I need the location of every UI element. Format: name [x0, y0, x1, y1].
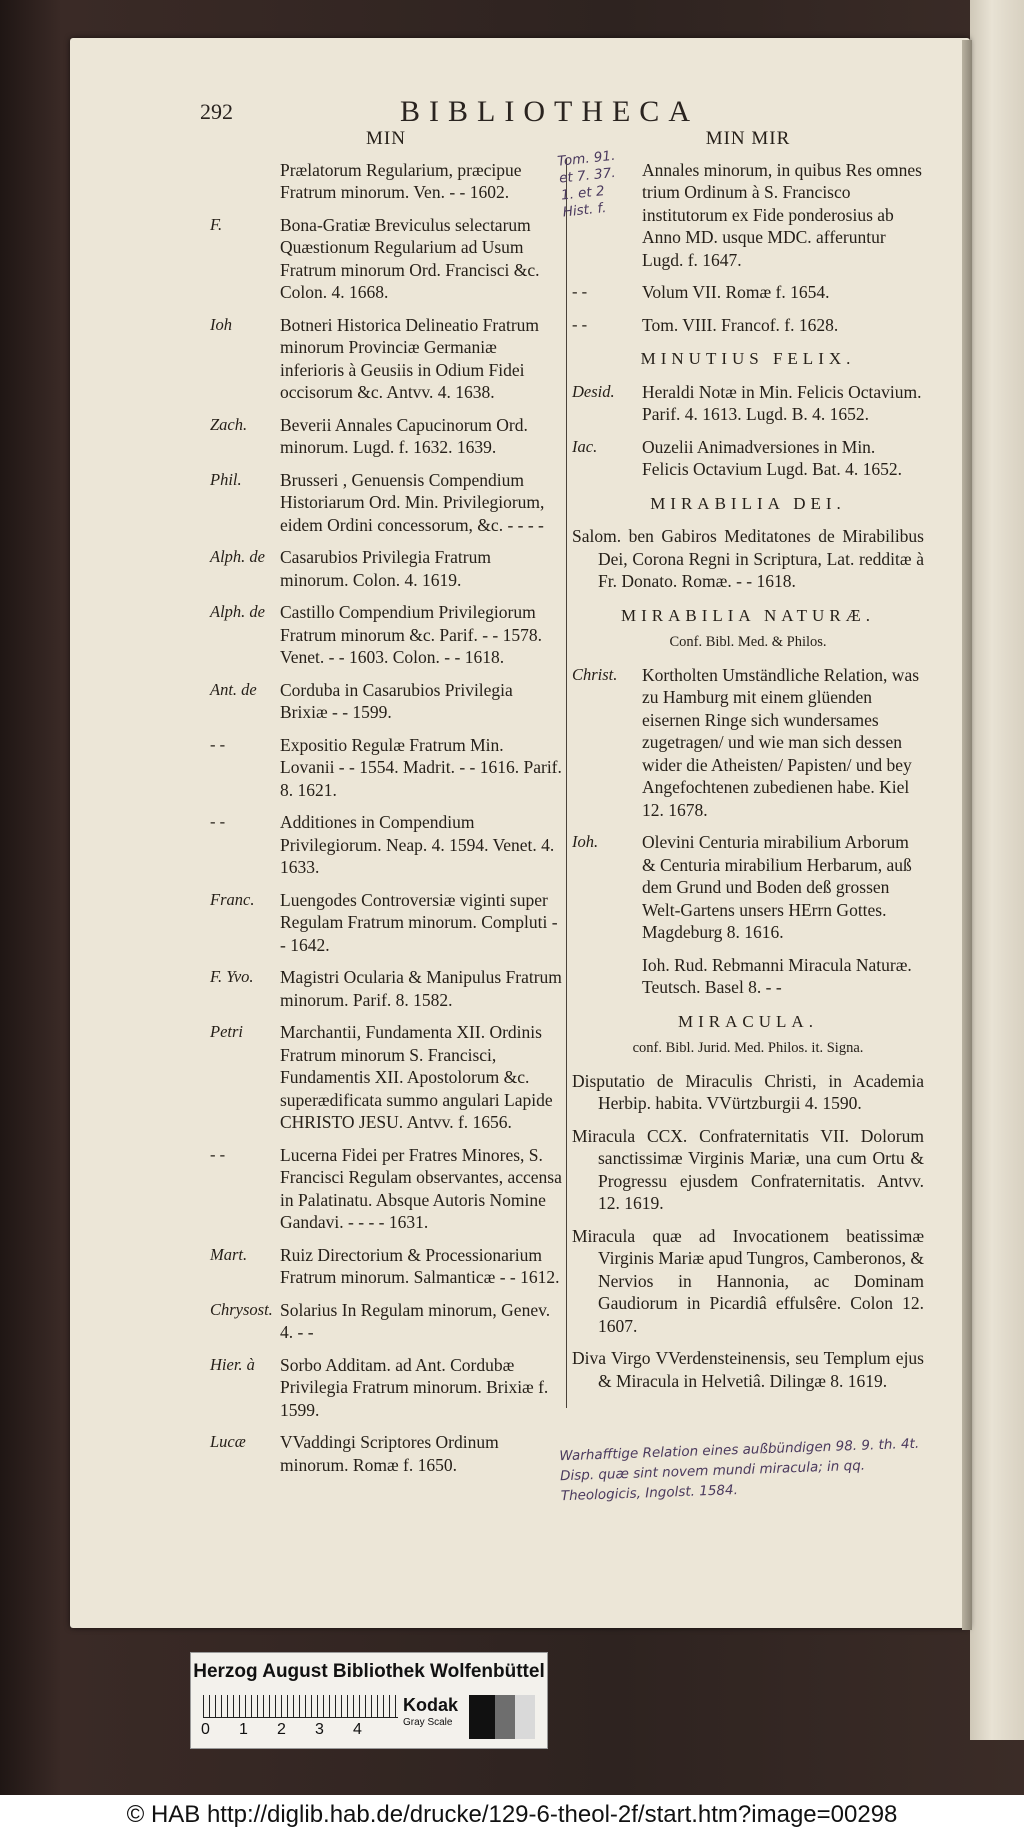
miracula-entry: Miracula CCX. Confraternitatis VII. Dolorum sanctissimæ Virginis Mariæ, una cum Ortu & Progressu ejusdem Confraternitatis. Antvv. 12. 1619.: [572, 1125, 924, 1213]
left-entries: [210, 159, 562, 1477]
entry-text: VVaddingi Scriptores Ordinum minorum. Romæ f. 1650.: [280, 1432, 499, 1475]
catalog-entry: [572, 664, 924, 822]
miracula-entry: Diva Virgo VVerdensteinensis, seu Templum ejus & Miracula in Helvetiâ. Dilingæ 8. 1619.: [572, 1348, 924, 1391]
catalog-entry: [572, 381, 924, 426]
entry-text: Bona-Gratiæ Breviculus selectarum Quæstionum Regularium ad Usum Fratrum minorum Ord. Francisci &c. Colon. 4. 1668.: [280, 214, 540, 302]
page-gutter: [962, 40, 972, 1630]
entry-text: Annales minorum, in quibus Res omnes trium Ordinum à S. Francisco institutorum ex Fide ponderosius ab Anno MD. usque MDC. afferuntur Lugd. f. 1647.: [642, 159, 922, 270]
entry-author-label: Zach.: [210, 414, 248, 434]
minutius-entries: [572, 381, 924, 481]
catalog-entry: [210, 734, 562, 802]
catalog-entry: [210, 1299, 562, 1344]
catalog-entry: [572, 281, 924, 304]
entry-text: Ouzelii Animadversiones in Min. Felicis Octavium Lugd. Bat. 4. 1652.: [642, 436, 903, 479]
entry-text: Brusseri , Genuensis Compendium Historiarum Ord. Min. Privilegiorum, eidem Ordini concessorum, &c. - - - -: [280, 469, 545, 535]
catalog-entry: [210, 214, 562, 304]
catalog-entry: [210, 601, 562, 669]
right-column-header: MIN MIR: [705, 128, 791, 149]
handwritten-margin-note: Tom. 91. et 7. 37. 1. et 2 Hist. f.: [556, 147, 617, 221]
entry-author-label: Ioh: [210, 314, 232, 334]
entry-text: Sorbo Additam. ad Ant. Cordubæ Privilegia Fratrum minorum. Brixiæ f. 1599.: [280, 1354, 549, 1420]
running-title: BIBLIOTHECA: [400, 95, 699, 128]
entry-author-label: Alph. de: [210, 602, 265, 621]
entry-author-label: F.: [210, 214, 223, 234]
catalog-entry: [210, 1244, 562, 1289]
handwritten-bottom-note: Warhafftige Relation eines außbündigen 98. 9. th. 4t. Disp. quæ sint novem mundi miracula; in qq. Theologicis, Ingolst. 1584.: [559, 1435, 920, 1505]
catalog-entry: [210, 546, 562, 591]
entry-text: Beverii Annales Capucinorum Ord. minorum. Lugd. f. 1632. 1639.: [280, 414, 528, 457]
catalog-entry: [210, 889, 562, 957]
entry-author-label: Hier. à: [210, 1354, 255, 1374]
entry-text: Expositio Regulæ Fratrum Min. Lovanii - - 1554. Madrit. - - 1616. Parif. 8. 1621.: [280, 734, 562, 800]
catalog-entry: [210, 679, 562, 724]
catalog-entry: [210, 811, 562, 879]
entry-text: Casarubios Privilegia Fratrum minorum. Colon. 4. 1619.: [280, 547, 491, 590]
catalog-entry: [210, 469, 562, 537]
kodak-logo: Kodak: [403, 1695, 459, 1715]
footer-credit: © HAB http://diglib.hab.de/drucke/129-6-theol-2f/start.htm?image=00298: [0, 1795, 1024, 1835]
section-miracula: MIRACULA.: [678, 1011, 818, 1031]
catalog-entry: [210, 1354, 562, 1422]
catalog-entry: [210, 1144, 562, 1234]
catalog-entry: [572, 436, 924, 481]
entry-author-label: - -: [572, 314, 588, 334]
entry-text: Lucerna Fidei per Fratres Minores, S. Francisci Regulam observantes, accensa in Palatinatu. Absque Autoris Nomine Gandavi. - - - - 1631.: [280, 1144, 562, 1232]
entry-text: Corduba in Casarubios Privilegia Brixiæ - - 1599.: [280, 679, 513, 722]
catalog-entry: [210, 1021, 562, 1134]
scale-number: 0: [201, 1721, 210, 1738]
page-number: 292: [200, 99, 233, 124]
entry-author-label: Ioh.: [572, 832, 599, 851]
entry-author-label: - -: [210, 1144, 226, 1164]
section-mirabilia-dei: MIRABILIA DEI.: [650, 493, 846, 513]
entry-author-label: Alph. de: [210, 547, 265, 566]
entry-author-label: Iac.: [572, 436, 598, 456]
left-column: [210, 128, 562, 1486]
entry-text: Ioh. Rud. Rebmanni Miracula Naturæ. Teutsch. Basel 8. - -: [642, 954, 912, 997]
entry-author-label: - -: [572, 282, 588, 301]
next-page-edge: [970, 0, 1024, 1740]
entry-author-label: - -: [210, 734, 226, 754]
scale-number: 2: [277, 1721, 286, 1738]
left-column-header: MIN: [366, 128, 406, 149]
entry-author-label: F. Yvo.: [210, 967, 254, 986]
entry-author-label: Petri: [210, 1022, 243, 1041]
catalog-entry: [572, 954, 924, 999]
catalog-entry: [210, 314, 562, 404]
entry-author-label: Desid.: [572, 381, 615, 401]
catalog-entry: [210, 966, 562, 1011]
catalog-entry: [572, 831, 924, 944]
entry-text: Magistri Ocularia & Manipulus Fratrum minorum. Parif. 8. 1582.: [280, 967, 562, 1010]
entry-text: Heraldi Notæ in Min. Felicis Octavium. Parif. 4. 1613. Lugd. B. 4. 1652.: [642, 381, 922, 424]
entry-author-label: [210, 159, 280, 204]
entry-text: Olevini Centuria mirabilium Arborum & Centuria mirabilium Herbarum, auß dem Grund und Boden deß grossen Welt-Gartens unsers HErrn Gottes. Magdeburg 8. 1616.: [642, 832, 912, 942]
entry-author-label: Christ.: [572, 664, 618, 684]
entry-text: Kortholten Umständliche Relation, was zu Hamburg mit einem glüenden eisernen Ringe sich wundersames zugetragen/ und wie man sich dessen wider die Atheisten/ Papisten/ und bey Angefochtenen zubedienen habe. Kiel 12. 1678.: [642, 664, 920, 820]
entry-author-label: Mart.: [210, 1244, 248, 1264]
entry-author-label: Ant. de: [210, 679, 257, 699]
right-column: [572, 128, 924, 1402]
catalog-entry: [210, 1431, 562, 1476]
entry-text: Luengodes Controversiæ viginti super Regulam Fratrum minorum. Compluti - - 1642.: [280, 889, 558, 955]
entry-text: Volum VII. Romæ f. 1654.: [642, 282, 830, 302]
entry-text: Marchantii, Fundamenta XII. Ordinis Fratrum minorum S. Francisci, Fundamentis XII. Apostolorum &c. superædificata summo angulari Lapide CHRISTO JESU. Antvv. f. 1656.: [280, 1022, 553, 1132]
color-target-strip: [190, 1652, 548, 1749]
column-divider: [566, 158, 567, 1408]
entry-author-label: Franc.: [210, 889, 255, 909]
entry-text: Tom. VIII. Francof. f. 1628.: [642, 314, 839, 335]
swatch-light: [515, 1695, 535, 1739]
entry-text: Botneri Historica Delineatio Fratrum minorum Provinciæ Germaniæ inferioris à Geusiis in Odium Fidei occisorum &c. Antvv. 4. 1638.: [280, 314, 540, 402]
miracula-crossref: conf. Bibl. Jurid. Med. Philos. it. Signa.: [632, 1040, 864, 1056]
catalog-entry: [572, 314, 924, 337]
miracula-entries: [572, 1070, 924, 1393]
entry-author-label: Lucæ: [210, 1432, 246, 1451]
naturae-entries: [572, 664, 924, 999]
mirabilia-naturae-crossref: Conf. Bibl. Med. & Philos.: [669, 634, 827, 650]
gray-scale-label: Gray Scale: [403, 1717, 453, 1728]
entry-text: Prælatorum Regularium, præcipue Fratrum minorum. Ven. - - 1602.: [280, 159, 522, 202]
entry-text: Solarius In Regulam minorum, Genev. 4. - -: [280, 1299, 551, 1342]
scale-number: 4: [353, 1721, 362, 1738]
scale-numbers: [201, 1721, 391, 1739]
institution-name: Herzog August Bibliothek Wolfenbüttel: [193, 1661, 545, 1682]
scale-number: 1: [239, 1721, 248, 1738]
miracula-entry: Disputatio de Miraculis Christi, in Academia Herbip. habita. VVürtzburgii 4. 1590.: [572, 1070, 924, 1113]
scale-ruler: [203, 1695, 398, 1718]
entry-text: Additiones in Compendium Privilegiorum. Neap. 4. 1594. Venet. 4. 1633.: [280, 812, 555, 877]
entry-text: Castillo Compendium Privilegiorum Fratrum minorum &c. Parif. - - 1578. Venet. - - 1603. Colon. - - 1618.: [280, 602, 542, 667]
swatch-gray: [495, 1695, 515, 1739]
mirabilia-dei-entry: Salom. ben Gabiros Meditatones de Mirabilibus Dei, Corona Regni in Scriptura, Lat. redditæ à Fr. Donato. Romæ. - - 1618.: [572, 526, 924, 591]
section-mirabilia-naturae: MIRABILIA NATURÆ.: [620, 605, 876, 625]
section-minutius-felix: MINUTIUS FELIX.: [640, 349, 856, 368]
entry-author-label: Phil.: [210, 469, 242, 489]
catalog-entry: [210, 159, 562, 204]
entry-text: Ruiz Directorium & Processionarium Fratrum minorum. Salmanticæ - - 1612.: [280, 1244, 560, 1287]
catalog-entry: [210, 414, 562, 459]
swatch-black: [469, 1695, 495, 1739]
entry-author-label: Chrysost.: [210, 1299, 273, 1319]
miracula-entry: Miracula quæ ad Invocationem beatissimæ Virginis Mariæ apud Tungros, Camberonos, & Nervios in Hannonia, ac Dominam Gaudiorum in Picardiâ effulsêre. Colon 12. 1607.: [572, 1225, 924, 1336]
entry-author-label: [572, 954, 642, 999]
scale-number: 3: [315, 1721, 324, 1738]
entry-author-label: - -: [210, 812, 226, 831]
